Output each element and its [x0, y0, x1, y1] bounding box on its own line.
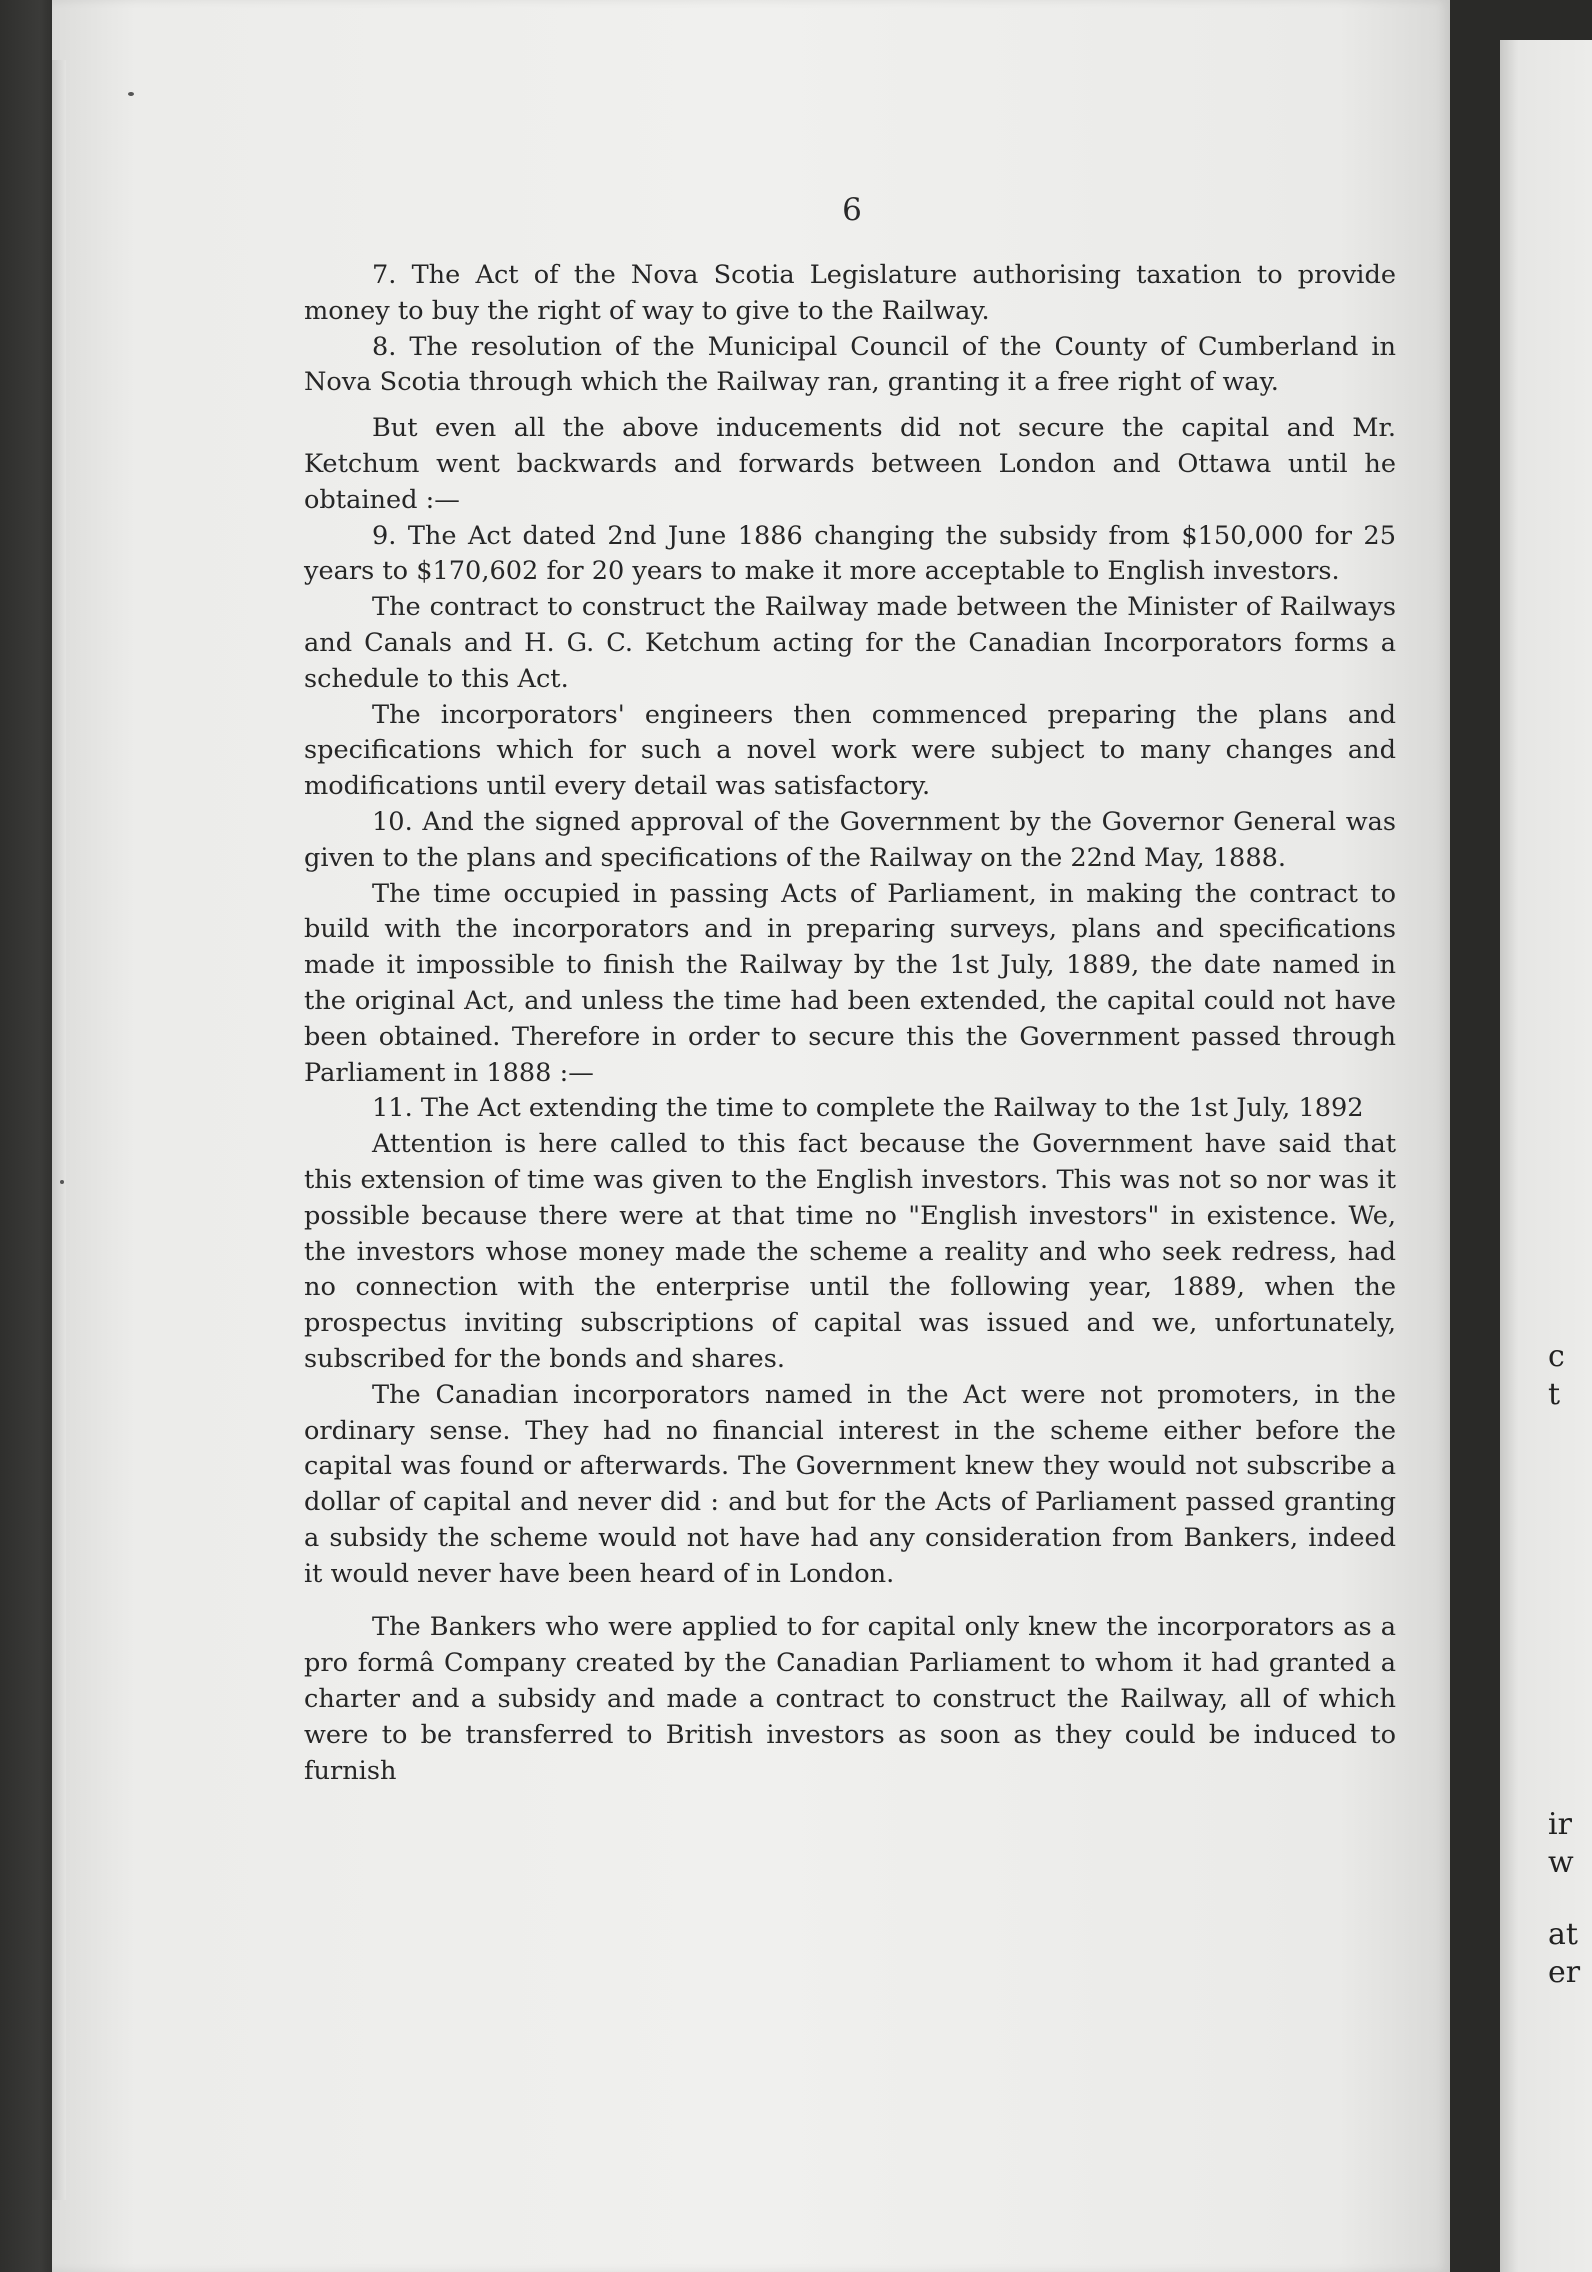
document-page	[52, 0, 1450, 2272]
dust-speck	[128, 92, 134, 96]
edge-fragment: t	[1548, 1378, 1561, 1412]
paragraph-contract: The contract to construct the Railway made between the Minister of Railways and Canals and H. G. C. Ketchum acting for the Canadian Incorporators forms a schedule to this Act.	[304, 592, 1396, 694]
paragraph-9: 9. The Act dated 2nd June 1886 changing the subsidy from $150,000 for 25 years to $170,602 for 20 years to make it more acceptable to English investors.	[304, 520, 1396, 587]
edge-fragment: er	[1548, 1956, 1581, 1990]
page-fold-shadow	[52, 60, 66, 2200]
body-text	[304, 258, 1396, 1789]
edge-fragment: w	[1548, 1846, 1574, 1880]
paragraph-attention: Attention is here called to this fact because the Government have said that this extension of time was given to the English investors. This was not so nor was it possible because there were at that time no "English investors" in existence. We, the investors whose money made the scheme a reality and who seek redress, had no connection with the enterprise until the following year, 1889, when the prospectus inviting subscriptions of capital was issued and we, unfortunately, subscribed for the bonds and shares.	[304, 1129, 1396, 1374]
edge-fragment: at	[1548, 1918, 1578, 1952]
adjacent-page-edge	[1500, 40, 1592, 2272]
dust-speck	[60, 1180, 64, 1184]
edge-fragment: c	[1548, 1340, 1565, 1374]
paragraph-engineers: The incorporators' engineers then commenced preparing the plans and specifications which for such a novel work were subject to many changes and modifications until every detail was satisfactory.	[304, 699, 1396, 802]
paragraph-time-occupied: The time occupied in passing Acts of Parliament, in making the contract to build with the incorporators and in preparing surveys, plans and specifications made it impossible to finish the Railway by the 1st July, 1889, the date named in the original Act, and unless the time had been extended, the capital could not have been obtained. Therefore in order to secure this the Government passed through Parliament in 1888 :—	[304, 878, 1396, 1088]
paragraph-inducements: But even all the above inducements did not secure the capital and Mr. Ketchum went backwards and forwards between London and Ottawa until he obtained :—	[304, 413, 1396, 515]
page-number: 6	[842, 192, 862, 228]
paragraph-bankers: The Bankers who were applied to for capital only knew the incorporators as a pro formâ Company created by the Canadian Parliament to whom it had granted a charter and a subsidy and made a contract to construct the Railway, all of which were to be transferred to British investors as soon as they could be induced to furnish	[304, 1612, 1396, 1786]
paragraph-7: 7. The Act of the Nova Scotia Legislature authorising taxation to provide money to buy the right of way to give to the Railway.	[304, 260, 1396, 326]
paragraph-11: 11. The Act extending the time to complete the Railway to the 1st July, 1892	[372, 1093, 1364, 1124]
paragraph-incorporators: The Canadian incorporators named in the Act were not promoters, in the ordinary sense. They had no financial interest in the scheme either before the capital was found or afterwards. The Government knew they would not subscribe a dollar of capital and never did : and but for the Acts of Parliament passed granting a subsidy the scheme would not have had any consideration from Bankers, indeed it would never have been heard of in London.	[304, 1379, 1396, 1589]
paragraph-8: 8. The resolution of the Municipal Council of the County of Cumberland in Nova Scotia through which the Railway ran, granting it a free right of way.	[304, 331, 1396, 398]
paragraph-10: 10. And the signed approval of the Government by the Governor General was given to the plans and specifications of the Railway on the 22nd May, 1888.	[304, 806, 1396, 873]
edge-fragment: ir	[1548, 1808, 1572, 1842]
